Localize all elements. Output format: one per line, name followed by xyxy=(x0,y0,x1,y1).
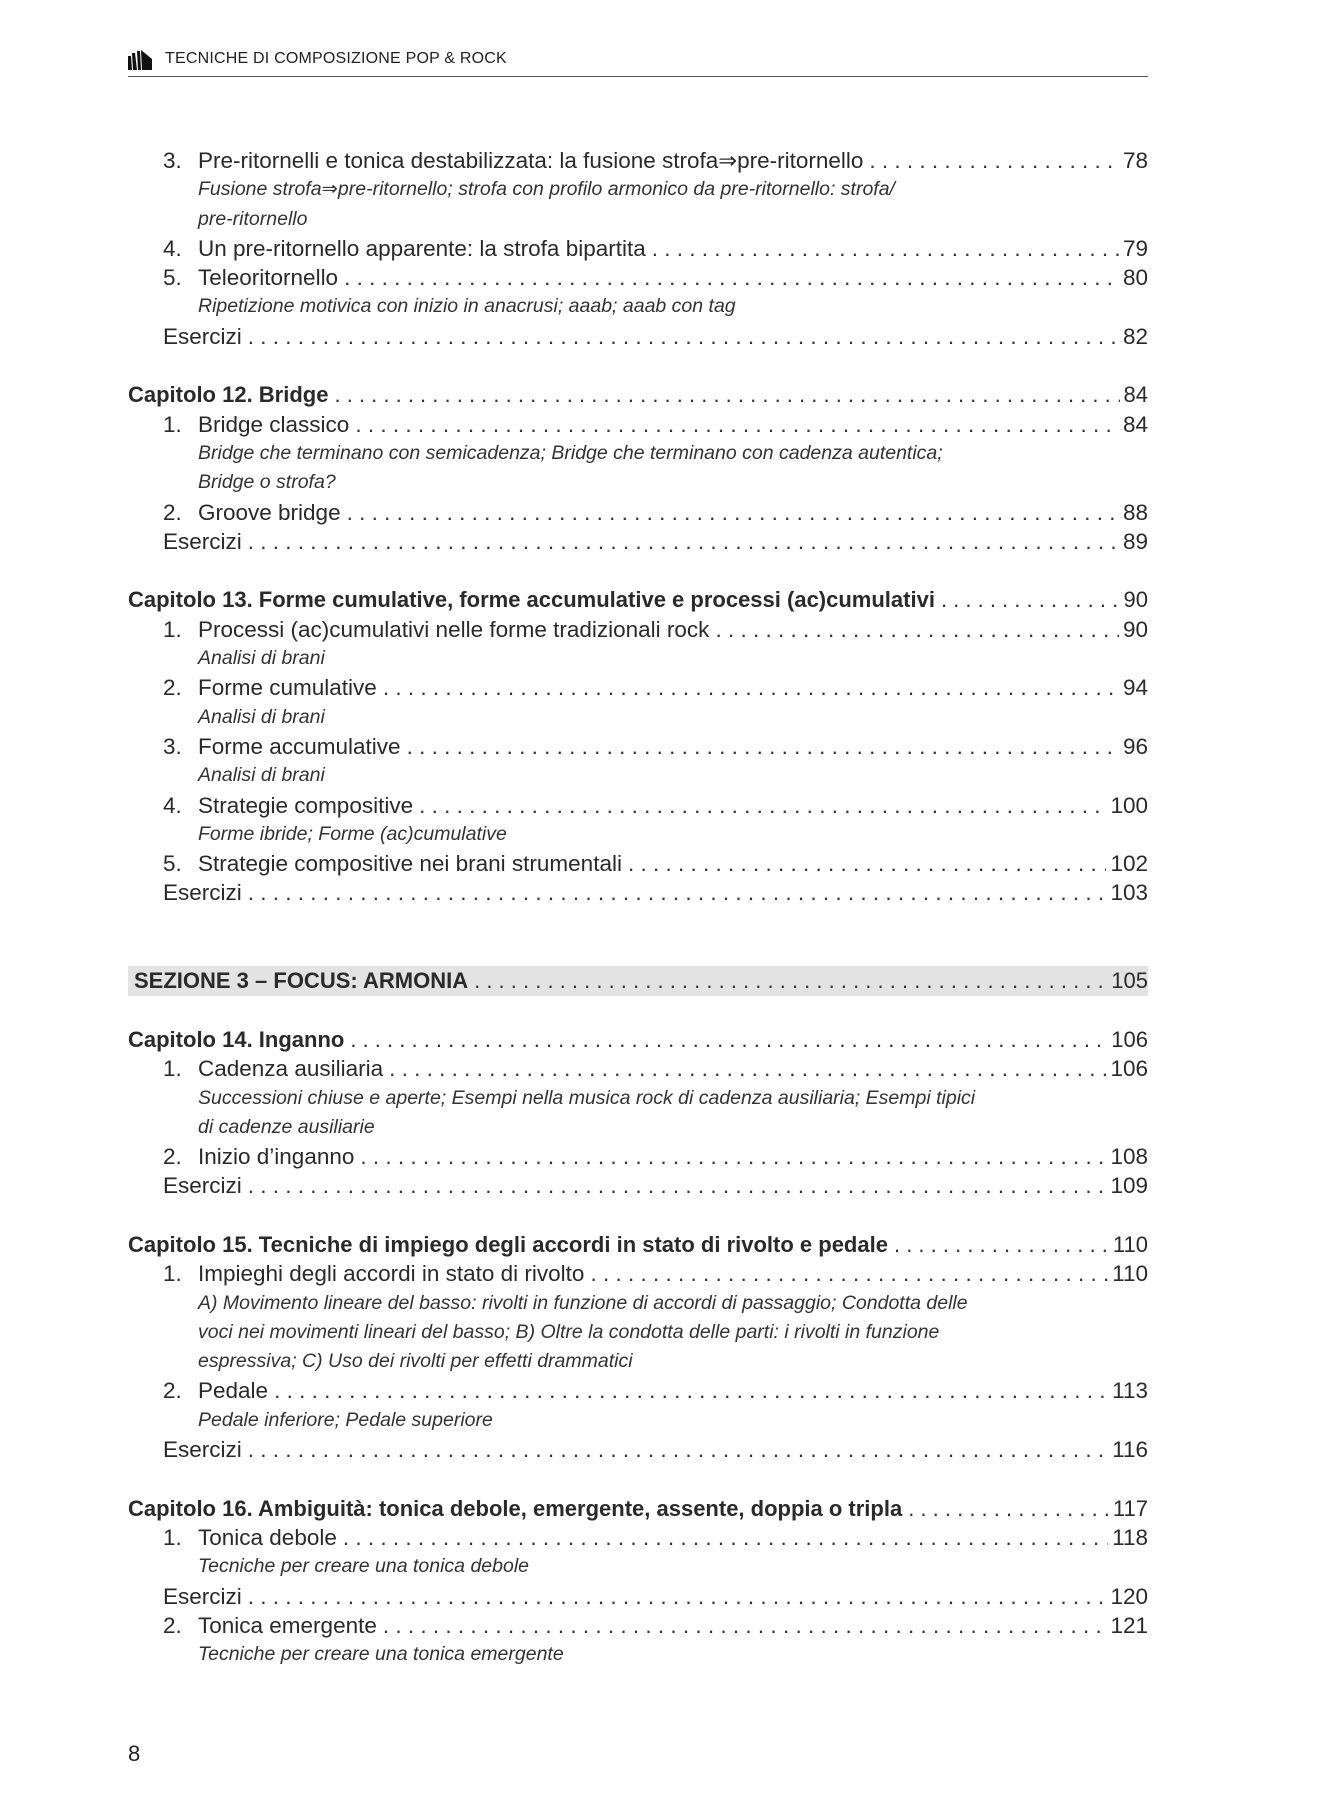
entry-subtopics xyxy=(128,820,1148,849)
dot-leader xyxy=(584,1259,1108,1288)
toc-entry-row[interactable] xyxy=(128,1376,1148,1405)
subtopic-line: Analisi di brani xyxy=(198,705,325,728)
entry-number: 5. xyxy=(163,851,182,877)
toc-entry-row[interactable] xyxy=(128,849,1148,878)
toc-exercises-row[interactable] xyxy=(128,878,1148,907)
entry-subtopics xyxy=(128,1640,1148,1669)
toc-entry-row[interactable] xyxy=(128,234,1148,263)
toc-entry-row[interactable] xyxy=(128,673,1148,702)
dot-leader xyxy=(935,585,1120,614)
entry-subtopics xyxy=(128,1289,1148,1377)
subtopic-line: Tecniche per creare una tonica emergente xyxy=(198,1643,564,1666)
entry-subtopics xyxy=(128,439,1148,498)
toc-exercises-row[interactable] xyxy=(128,1171,1148,1200)
page-number: 8 xyxy=(128,1741,141,1766)
entry-title: Processi (ac)cumulativi nelle forme tradizionali rock xyxy=(198,616,710,642)
entry-page-number: 108 xyxy=(1110,1144,1148,1170)
entry-title: Forme cumulative xyxy=(198,675,377,701)
dot-leader xyxy=(242,527,1119,556)
entry-page-number: 110 xyxy=(1112,1261,1148,1287)
toc-entry-row[interactable] xyxy=(128,1054,1148,1083)
entry-page-number: 106 xyxy=(1111,1026,1148,1052)
entry-title: Capitolo 14. Inganno xyxy=(128,1026,345,1052)
entry-page-number: 94 xyxy=(1122,675,1148,701)
spacer xyxy=(128,908,1148,967)
entry-number: 3. xyxy=(163,148,182,173)
toc-entry-row[interactable] xyxy=(128,146,1148,175)
entry-page-number: 106 xyxy=(1110,1056,1148,1082)
entry-page-number: 88 xyxy=(1122,499,1148,525)
entry-number: 4. xyxy=(163,792,182,818)
dot-leader xyxy=(338,263,1119,292)
entry-page-number: 82 xyxy=(1122,323,1148,349)
entry-number: 3. xyxy=(163,733,182,759)
entry-page-number: 96 xyxy=(1122,733,1148,759)
entry-title: Tonica emergente xyxy=(198,1612,377,1638)
dot-leader xyxy=(413,791,1106,820)
entry-title: Inizio d’inganno xyxy=(198,1144,355,1170)
toc-chapter-row[interactable] xyxy=(128,1230,1148,1259)
dot-leader xyxy=(242,878,1107,907)
entry-page-number: 102 xyxy=(1110,851,1148,877)
entry-page-number: 78 xyxy=(1122,148,1148,173)
entry-subtopics xyxy=(128,1552,1148,1581)
entry-title: Forme accumulative xyxy=(198,733,401,759)
entry-subtopics xyxy=(128,292,1148,321)
dot-leader xyxy=(377,1611,1107,1640)
subtopic-line: Fusione strofa⇒pre-ritornello; strofa con profilo armonico da pre-ritornello: strofa/ xyxy=(198,178,895,201)
toc-entry-row[interactable] xyxy=(128,615,1148,644)
dot-leader xyxy=(709,615,1119,644)
entry-title: Esercizi xyxy=(163,1583,242,1609)
entry-page-number: 103 xyxy=(1110,880,1148,906)
entry-page-number: 105 xyxy=(1111,968,1148,994)
subtopic-line: espressiva; C) Uso dei rivolti per effetti drammatici xyxy=(198,1350,633,1373)
entry-number: 2. xyxy=(163,499,182,525)
entry-title: Esercizi xyxy=(163,1173,242,1199)
publisher-logo-icon xyxy=(128,50,152,70)
spacer xyxy=(128,556,1148,585)
entry-page-number: 89 xyxy=(1122,528,1148,554)
entry-subtopics xyxy=(128,1084,1148,1143)
toc-entry-row[interactable] xyxy=(128,410,1148,439)
dot-leader xyxy=(341,498,1119,527)
subtopic-line: Analisi di brani xyxy=(198,647,325,670)
entry-number: 2. xyxy=(163,675,182,701)
dot-leader xyxy=(328,380,1119,409)
entry-number: 5. xyxy=(163,265,182,291)
entry-title: Esercizi xyxy=(163,528,242,554)
dot-leader xyxy=(349,410,1119,439)
toc-exercises-row[interactable] xyxy=(128,1582,1148,1611)
dot-leader xyxy=(337,1523,1108,1552)
dot-leader xyxy=(902,1494,1109,1523)
spacer xyxy=(128,996,1148,1025)
dot-leader xyxy=(468,966,1107,995)
dot-leader xyxy=(646,234,1119,263)
dot-leader xyxy=(242,1435,1108,1464)
entry-title: Esercizi xyxy=(163,880,242,906)
dot-leader xyxy=(344,1025,1107,1054)
dot-leader xyxy=(268,1376,1108,1405)
dot-leader xyxy=(401,732,1119,761)
entry-title: Un pre-ritornello apparente: la strofa bipartita xyxy=(198,235,646,261)
entry-page-number: 117 xyxy=(1112,1495,1148,1521)
entry-number: 2. xyxy=(163,1144,182,1170)
entry-title: Cadenza ausiliaria xyxy=(198,1056,384,1082)
toc-exercises-row[interactable] xyxy=(128,1435,1148,1464)
entry-page-number: 84 xyxy=(1123,382,1148,408)
entry-page-number: 121 xyxy=(1110,1612,1148,1638)
subtopic-line: Forme ibride; Forme (ac)cumulative xyxy=(198,822,507,845)
entry-page-number: 109 xyxy=(1110,1173,1148,1199)
toc-entry-row[interactable] xyxy=(128,1259,1148,1288)
entry-number: 1. xyxy=(163,1524,182,1550)
entry-number: 1. xyxy=(163,1261,182,1287)
entry-number: 1. xyxy=(163,1056,182,1082)
spacer xyxy=(128,1464,1148,1493)
toc-chapter-row[interactable] xyxy=(128,380,1148,409)
subtopic-line: Tecniche per creare una tonica debole xyxy=(198,1555,530,1578)
entry-page-number: 120 xyxy=(1110,1583,1148,1609)
dot-leader xyxy=(622,849,1107,878)
subtopic-line: pre-ritornello xyxy=(198,207,308,230)
entry-title: Bridge classico xyxy=(198,411,350,437)
entry-title: Capitolo 13. Forme cumulative, forme accumulative e processi (ac)cumulativi xyxy=(128,587,935,613)
entry-page-number: 90 xyxy=(1123,587,1148,613)
toc-entry-row[interactable] xyxy=(128,1142,1148,1171)
dot-leader xyxy=(377,673,1119,702)
entry-number: 2. xyxy=(163,1612,182,1638)
entry-title: Pre-ritornelli e tonica destabilizzata: la fusione strofa⇒pre-ritornello xyxy=(198,148,864,173)
dot-leader xyxy=(863,146,1119,175)
toc-section-row[interactable] xyxy=(128,966,1148,995)
entry-page-number: 118 xyxy=(1112,1524,1148,1550)
header-title: TECNICHE DI COMPOSIZIONE POP & ROCK xyxy=(165,50,507,67)
entry-page-number: 79 xyxy=(1122,235,1148,261)
toc-exercises-row[interactable] xyxy=(128,527,1148,556)
entry-page-number: 84 xyxy=(1122,411,1148,437)
subtopic-line: Pedale inferiore; Pedale superiore xyxy=(198,1408,493,1431)
toc-entry-row[interactable] xyxy=(128,1523,1148,1552)
entry-subtopics xyxy=(128,644,1148,673)
subtopic-line: Bridge o strofa? xyxy=(198,471,336,494)
entry-number: 1. xyxy=(163,411,182,437)
entry-title: Groove bridge xyxy=(198,499,341,525)
subtopic-line: Ripetizione motivica con inizio in anacrusi; aaab; aaab con tag xyxy=(198,295,736,318)
entry-title: Capitolo 12. Bridge xyxy=(128,382,329,408)
entry-title: Capitolo 16. Ambiguità: tonica debole, emergente, assente, doppia o tripla xyxy=(128,1495,903,1521)
toc-chapter-row[interactable] xyxy=(128,585,1148,614)
entry-title: Tonica debole xyxy=(198,1524,337,1550)
entry-subtopics xyxy=(128,703,1148,732)
entry-title: Esercizi xyxy=(163,1437,242,1463)
entry-number: 4. xyxy=(163,235,182,261)
dot-leader xyxy=(888,1230,1109,1259)
entry-page-number: 100 xyxy=(1110,792,1148,818)
dot-leader xyxy=(354,1142,1106,1171)
toc-entry-row[interactable] xyxy=(128,732,1148,761)
entry-number: 2. xyxy=(163,1378,182,1404)
running-header xyxy=(128,44,1148,77)
entry-title: SEZIONE 3 – FOCUS: ARMONIA xyxy=(134,968,469,994)
subtopic-line: Successioni chiuse e aperte; Esempi nella musica rock di cadenza ausiliaria; Esempi tipici xyxy=(198,1086,976,1109)
subtopic-line: Bridge che terminano con semicadenza; Bridge che terminano con cadenza autentica; xyxy=(198,441,943,464)
entry-title: Strategie compositive nei brani strumentali xyxy=(198,851,622,877)
toc-entry-row[interactable] xyxy=(128,791,1148,820)
toc-entry-row[interactable] xyxy=(128,498,1148,527)
entry-title: Impieghi degli accordi in stato di rivolto xyxy=(198,1261,585,1287)
entry-subtopics xyxy=(128,1406,1148,1435)
entry-title: Strategie compositive xyxy=(198,792,414,818)
entry-page-number: 116 xyxy=(1112,1437,1148,1463)
dot-leader xyxy=(242,1171,1107,1200)
dot-leader xyxy=(242,322,1119,351)
toc-entry-row[interactable] xyxy=(128,263,1148,292)
entry-title: Esercizi xyxy=(163,323,242,349)
table-of-contents xyxy=(128,146,1148,1669)
toc-chapter-row[interactable] xyxy=(128,1494,1148,1523)
toc-chapter-row[interactable] xyxy=(128,1025,1148,1054)
dot-leader xyxy=(383,1054,1106,1083)
entry-title: Teleoritornello xyxy=(198,265,339,291)
entry-number: 1. xyxy=(163,616,182,642)
subtopic-line: Analisi di brani xyxy=(198,764,325,787)
entry-page-number: 110 xyxy=(1112,1231,1148,1257)
entry-subtopics xyxy=(128,175,1148,234)
entry-title: Capitolo 15. Tecniche di impiego degli accordi in stato di rivolto e pedale xyxy=(128,1231,888,1257)
entry-page-number: 113 xyxy=(1112,1378,1148,1404)
dot-leader xyxy=(242,1582,1107,1611)
spacer xyxy=(128,1201,1148,1230)
toc-entry-row[interactable] xyxy=(128,1611,1148,1640)
toc-exercises-row[interactable] xyxy=(128,322,1148,351)
entry-title: Pedale xyxy=(198,1378,269,1404)
entry-page-number: 90 xyxy=(1122,616,1148,642)
entry-page-number: 80 xyxy=(1122,265,1148,291)
subtopic-line: voci nei movimenti lineari del basso; B) Oltre la condotta delle parti: i rivolti in funzione xyxy=(198,1320,940,1343)
subtopic-line: A) Movimento lineare del basso: rivolti in funzione di accordi di passaggio; Condotta delle xyxy=(198,1291,968,1314)
subtopic-line: di cadenze ausiliarie xyxy=(198,1115,375,1138)
entry-subtopics xyxy=(128,761,1148,790)
spacer xyxy=(128,351,1148,380)
